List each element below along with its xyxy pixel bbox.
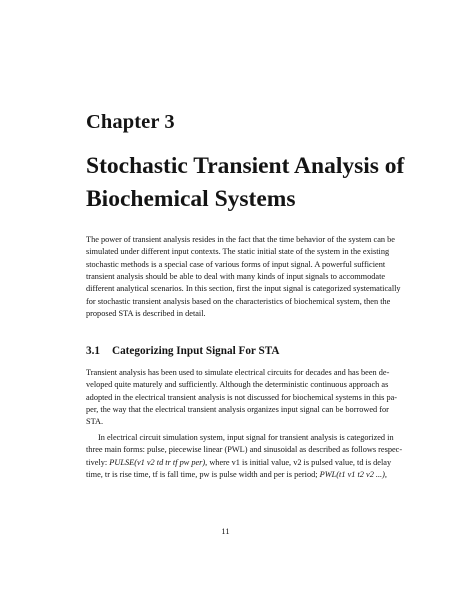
text-line: stochastic methods is a special case of various forms of input signal. A powerful sufficient [86,259,386,269]
text-line: proposed STA is described in detail. [86,309,206,319]
text-line: three main forms: pulse, piecewise linear (PWL) and sinusoidal as described as follows respec- [86,445,403,455]
section-number: 3.1 [86,345,100,357]
text-line: veloped quite maturely and sufficiently. Although the deterministic continuous approach as [86,380,389,390]
section-paragraph-1 [86,367,398,429]
text-line: STA. [86,417,104,427]
chapter-title-line-2: Biochemical Systems [86,186,296,212]
text-run: tively: [86,457,110,467]
text-line: In electrical circuit simulation system, input signal for transient analysis is categorized in [98,433,394,442]
chapter-title [86,150,406,216]
text-line: adopted in the electrical transient analysis is not discussed for biochemical systems in this pa- [86,392,398,402]
text-line: The power of transient analysis resides in the fact that the time behavior of the system can be [86,235,395,244]
text-line [86,457,392,469]
text-run: time, tr is rise time, tf is fall time, pw is pulse width and per is period; [86,470,320,480]
text-run: , where v1 is initial value, v2 is pulsed value, td is delay [205,457,392,467]
pulse-keyword: PULSE [109,457,135,467]
section-paragraph-2 [86,432,403,481]
pwl-args: (t1 v1 t2 v2 ...), [336,470,387,480]
pwl-keyword: PWL [319,470,337,480]
section-title: Categorizing Input Signal For STA [112,345,280,357]
text-line: transient analysis should be able to deal with many kinds of input signals to accommodate [86,272,386,282]
text-line: for stochastic transient analysis based on the characteristics of biochemical system, then the [86,296,391,306]
text-line: per, the way that the electrical transient analysis organizes input signal can be borrowed for [86,405,389,415]
text-line: different analytical scenarios. In this section, first the input signal is categorized systematically [86,284,401,294]
chapter-label: Chapter 3 [86,111,175,133]
section-heading [86,345,279,357]
text-line: Transient analysis has been used to simulate electrical circuits for decades and has been de- [86,368,390,377]
intro-paragraph [86,234,401,320]
chapter-title-line-1: Stochastic Transient Analysis of [86,153,405,179]
pulse-args: (v1 v2 td tr tf pw per) [134,457,206,467]
text-line [86,469,387,481]
page-number: 11 [221,526,230,536]
text-line: simulated under different input contexts. The static initial state of the system in the existing [86,247,390,257]
